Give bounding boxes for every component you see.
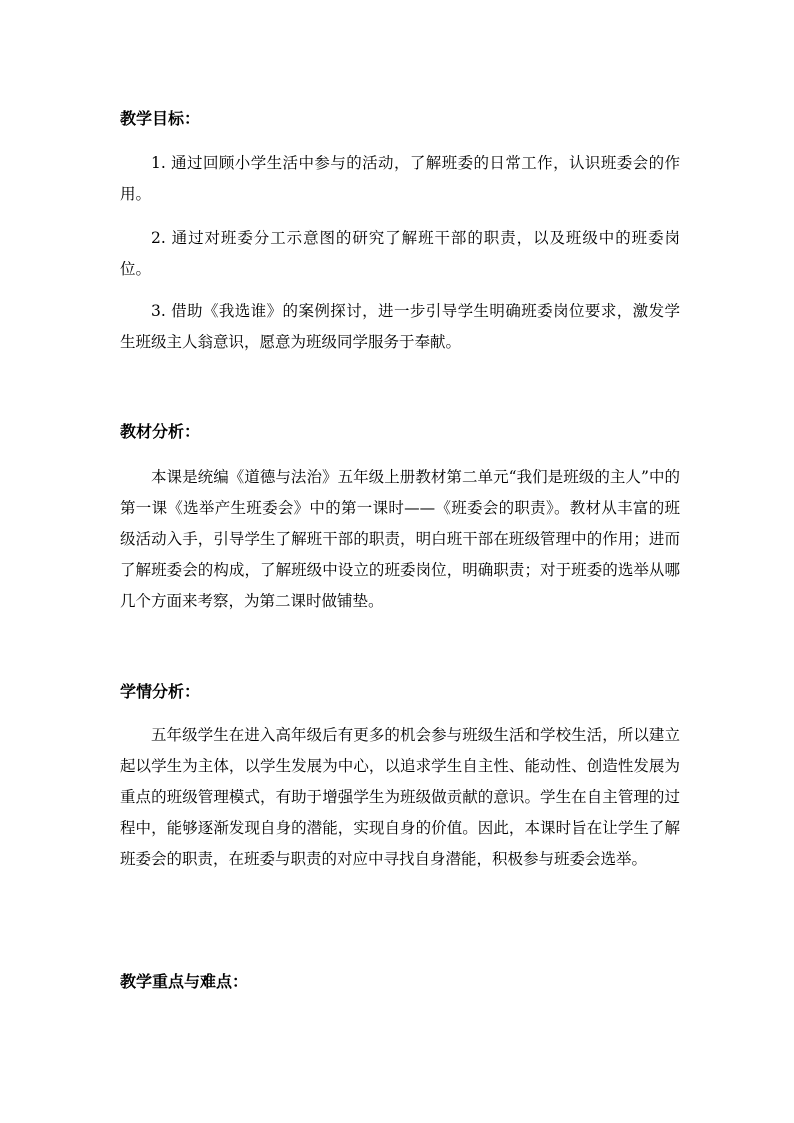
objective-item-1: 1. 通过回顾小学生活中参与的活动，了解班委的日常工作，认识班委会的作用。 bbox=[120, 154, 680, 203]
material-analysis-heading: 教材分析： bbox=[120, 422, 201, 441]
key-points-heading: 教学重点与难点： bbox=[120, 972, 249, 991]
objective-item-2: 2. 通过对班委分工示意图的研究了解班干部的职责，以及班级中的班委岗位。 bbox=[120, 229, 680, 278]
material-analysis-text: 本课是统编《道德与法治》五年级上册教材第二单元“我们是班级的主人”中的第一课《选举产生班委会》中的第一课时——《班委会的职责》。教材从丰富的班级活动入手，引导学生了解班干部的职责，明白班干部在班级管理中的作用；进而了解班委会的构成，了解班级中设立的班委岗位，明确职责；对于班委的选举从哪几个方面来考察，为第二课时做铺垫。 bbox=[120, 468, 680, 610]
student-analysis-heading: 学情分析： bbox=[120, 682, 201, 701]
objective-item-3: 3. 借助《我选谁》的案例探讨，进一步引导学生明确班委岗位要求，激发学生班级主人翁意识，愿意为班级同学服务于奉献。 bbox=[120, 302, 680, 351]
objectives-heading: 教学目标： bbox=[120, 109, 201, 128]
student-analysis-text: 五年级学生在进入高年级后有更多的机会参与班级生活和学校生活，所以建立起以学生为主体，以学生发展为中心，以追求学生自主性、能动性、创造性发展为重点的班级管理模式，有助于增强学生为班级做贡献的意识。学生在自主管理的过程中，能够逐渐发现自身的潜能，实现自身的价值。因此，本课时旨在让学生了解班委会的职责，在班委与职责的对应中寻找自身潜能，积极参与班委会选举。 bbox=[120, 726, 680, 868]
